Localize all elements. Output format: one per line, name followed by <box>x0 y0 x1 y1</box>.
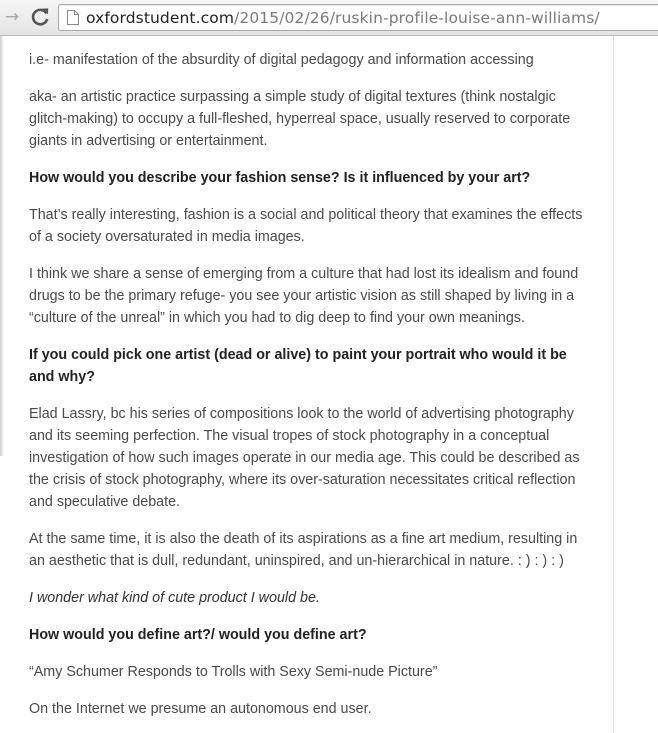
article-paragraph: aka- an artistic practice surpassing a simple study of digital textures (think nostalgic glitch-making) to occupy a full-fleshed, hyperreal space, usually reserved to corporate giants in advertising or entertainment. <box>29 89 571 149</box>
article-paragraph: I think we share a sense of emerging from a culture that had lost its idealism and found drugs to be the primary refuge- you see your artistic vision as still shaped by living in a “culture of the unreal” in which you had to dig deep to find your own meanings. <box>29 266 579 326</box>
content-right-border <box>613 36 614 733</box>
forward-arrow-icon[interactable]: → <box>4 7 20 27</box>
article-paragraph: At the same time, it is also the death of its aspirations as a fine art medium, resulting in an aesthetic that is dull, redundant, uninspired, and un-hierarchical in nature. : ) : ) : ) <box>29 531 578 569</box>
article-paragraph: Elad Lassry, bc his series of compositions look to the world of advertising photography and its seeming perfection. The visual tropes of stock photography in a conceptual investigation of how such images operate in our media age. This could be described as the crisis of stock photography, where its over-saturation necessitates critical reflection and speculative debate. <box>29 406 580 510</box>
interview-question: How would you define art?/ would you define art? <box>29 627 367 643</box>
address-bar[interactable] <box>58 4 658 31</box>
article-paragraph: i.e- manifestation of the absurdity of digital pedagogy and information accessing <box>29 52 534 68</box>
url-text[interactable] <box>86 8 600 28</box>
interview-question: If you could pick one artist (dead or alive) to paint your portrait who would it be and why? <box>29 347 567 385</box>
article-paragraph: That’s really interesting, fashion is a social and political theory that examines the effects of a society oversaturated in media images. <box>29 207 583 245</box>
reload-icon[interactable] <box>28 5 52 29</box>
url-path: /2015/02/26/ruskin-profile-louise-ann-williams/ <box>234 9 600 27</box>
article-body <box>29 49 595 733</box>
left-edge-shadow <box>0 36 4 456</box>
article-paragraph: “Amy Schumer Responds to Trolls with Sexy Semi-nude Picture” <box>29 664 438 680</box>
url-host: oxfordstudent.com <box>86 9 235 27</box>
article-paragraph: On the Internet we presume an autonomous end user. <box>29 701 372 717</box>
page-viewport <box>0 36 658 733</box>
browser-toolbar <box>0 0 658 36</box>
interview-question: How would you describe your fashion sense? Is it influenced by your art? <box>29 170 531 186</box>
page-icon <box>67 10 79 25</box>
article-paragraph: I wonder what kind of cute product I would be. <box>29 590 320 606</box>
